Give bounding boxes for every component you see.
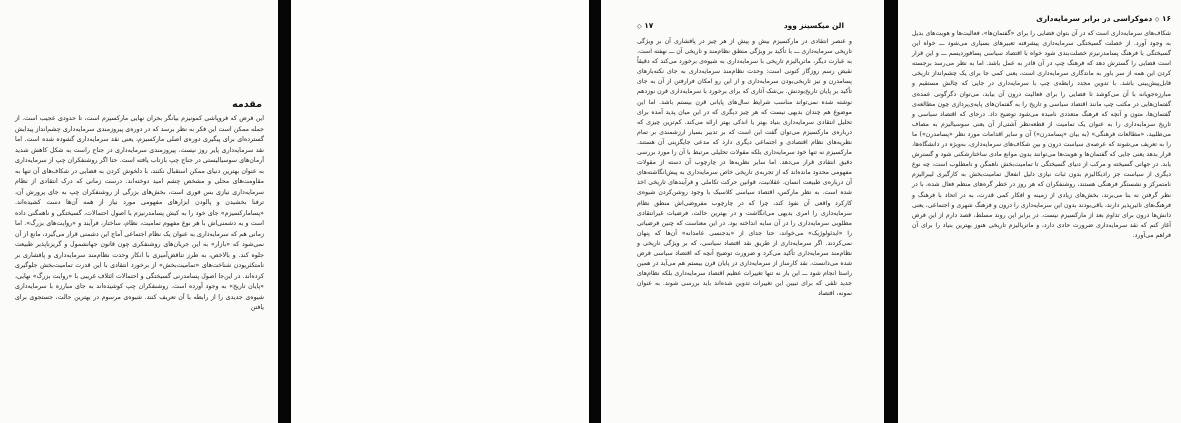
page-left: [0, 0, 278, 423]
diamond-ornament: ◇: [637, 23, 642, 30]
page-middle: [601, 0, 884, 423]
page-number-right: ۱۶ ◇ دموکراسی در برابر سرمایه‌داری: [1036, 14, 1171, 23]
page-body: این فرض که فروپاشی کمونیزم بیانگر بحران نهایی مارکسیزم است، تا حدودی عجیب است. از جمله ممکن است این فکر به نظر برسد که در دوره‌ی پیروزمندی سرمایه‌داری چشم‌انداز پیدایش گسترده‌ای برای پیگیری دوره‌ی اصلی مارکسیزم، یعنی نقد سرمایه‌داری گشوده شده است. اما نقد سرمایه‌داری پایر روز نیست. پیروزمندی سرمایه‌داری در جناح راست به شکل کاهش شدید آرمان‌های سوسیالیستی در جناح چپ بازتاب یافته است. حتا اگر روشنفکران چپ از سرمایه‌داری به عنوان بهترین دنیای ممکن استقبال نکنند، با دلخوش کردن به فضایی در شکاف‌های آن تنها به مقاومت‌های محلی و مشخص چشم امید دوخته‌اند. درست زمانی که درک انتقادی از نظام سرمایه‌داری نیازی بس فوری است، بخش‌های بزرگی از روشنفکران چپ به جای پرورش آن، ترفنا بخشیدن و پالودن ابزارهای مفهومی مورد نیاز از همه آن‌ها دست کشیده‌اند. «پسامارکسیزم» جای خود را به کیش پسامدرنیزم با اصول احتمالات، گسیختگی و ناهمگنی داده است و به دشمنی‌اش با هر نوع مفهوم تمامیت، نظام، ساختار، فرآیند و «روایت‌های بزرگ». اما زمانی هم که سرمایه‌داری به عنوان یک نظام اجتماعی آماج این دشمنی قرار می‌گیرد، مانع از آن نمی‌شود که «بازار» به این جریان‌های روشنفکری چون قانون جهانشمول و گریزناپذیر طبیعت جلوه کند. و بالاخص، به طرز تناقض‌آمیزی با انکار وحدت نظام‌مند سرمایه‌داری و پافشاری بر نامتکثریودن شناخت‌های «تمامیت‌بخش» از برخورد انتقادی با این قدرت تمامیت‌بخش جلوگیری کرده‌اند. در این‌جا اصول پسامدرنی گسیختگی و احتمالات ائتلاف غریبی با «روایت بزرگ» نهایی، «پایان تاریخ» به وجود آورده است. روشنفکران چپ کوشیده‌اند به جای مبارزه با سرمایه‌داری شیوه‌ی جدیدی را از رابطه با آن تعریف کنند. شیوه‌ی مرسوم در بهترین حالت، جستجوی برای یافتن: [15, 115, 264, 311]
page-body: و عنصر انتقادی در مارکسیزم بیش و پیش از هر چیز در پافشاری آن بر ویژگی تاریخی سرمایه‌داری ـــ با تأکید بر ویژگی منطق نظام‌مند و تاریخی آن ـــ نهفته است. به عبارت دیگر، ماتریالیزم تاریخی با سرمایه‌داری به شیوه‌ی برخورد می‌کند که دقیقاً نقیض رسم روزگار کنونی است: وحدت نظام‌مند سرمایه‌داری به جای نکته‌بارهای پسامدرن و نیز تاریخی‌بودن سرمایه‌داری و از این رو امکان فرارفتن از آن به جای تأکید بر پایان تاریخ‌بودنش. بی‌شک آثاری که برای برخورد با سرمایه‌داری قرن نوزدهم نوشته شده نمی‌تواند مناسب شرایط سال‌های پایانی قرن بیستم باشد. اما این موضوع هم چندان بدیهی نیست که هر چیز دیگری که در این میان پدید آمده برای تحلیل انتقادی سرمایه‌داری بنیاد بهتر یا اندکی بهتر ارائه می‌کند. کم‌ترین چیزی که درباره‌ی مارکسیزم می‌توان گفت این است که بر تدبیر بسیار ارزشمندی بر تمام نظریه‌های نظام اقتصادی و اجتماعی دیگری دارد که مدعی جایگزینی آن هستند. مارکسیزم نه تنها خود سرمایه‌داری بلکه مقولات تحلیلی مرتبط با آن را مورد بررسی دقیق انتقادی قرار می‌دهد. اما سایر نظریه‌ها در چارچوب آن دسته از مقولات مفهومی محدود مانده‌اند که از تجربه‌ی تاریخی خاص سرمایه‌داری به پیش‌انگاشته‌های آن درباره‌ی طبیعت انسان، عقلانیت، قوانین حرکت تکاملی و فرآیندهای تاریخی اخذ شده است. به نظر مارکس، اقتصاد سیاسی کلاسیک با وجود روشن‌کردن شیوه‌ی کارکرد واقعی آن نفوذ کند، چرا که در چارچوب مفروضی‌اش منطق نظام سرمایه‌داری را امری بدیهی می‌انگاشت و در بهترین حالت، فرضیات غیرانتقادی مطلوبی سرمایه‌داری را در آن سایه انداخته بود. در این معناست که چنین فرضیاتی را «ایدئولوژیک» می‌خواند، حتا جدای از «بدجنسی عامدانه» آن‌ها که پنهان نمی‌کردند. اگر سرمایه‌داری از طریق نقد اقتصاد سیاسی، که بر ویژگی تاریخی و نظام‌مند سرمایه‌داری تأکید می‌کرد و ضرورت توضیح آنچه که اقتصاد سیاسی فرض شده می‌دانست. نقد کارساز از سرمایه‌داری در پایان قرن بیستم هم می‌آید در همین راستا انجام شود ـــ این بار نه تنها تغییرات عظیم اقتصاد سرمایه‌داری بلکه نظام‌های جدید تلقی که برای تبیین این تغییرات تدوین شده‌اند باید بررسی شوند. به عنوان نمونه، اقتصاد: [637, 38, 852, 298]
page-body: شکاف‌های سرمایه‌داری است که در آن بتوان فضایی را برای «گفتمان‌ها»، فعالیت‌ها و هویت‌های بدیل به وجود آورد. از خصلت گسیختگی سرمایه‌داری پیشرفته تعبیرهای بسیاری می‌شود ـــ خواه این گسیختگی با فرهنگ پسامدرنیزم خصلت‌بندی شود خواه با اقتصاد سیاسی پسافوردیسم ـــ و این قرار است فضایی را گسترش دهد که فرهنگ چپ در آن قادر به عمل باشد. اما به نظر می‌رسد برجسته کردن این همه از سر باور به ماندگاری سرمایه‌داری است، یعنی کمی جا برای یک چشم‌انداز تاریخی قابل‌پیش‌بینی باشد. با تدوین مجدد رابطه‌ی چپ با سرمایه‌داری در جایی که چالش مستقیم و مبارزه‌جویانه با آن می‌کوشد تا فضایی را برای فعالیت درون آن بیابد، می‌توان دگرگونی عمده‌ی گفتمان‌هایی در مکتب چپ مانند اقتصاد سیاسی و تاریخ را به گفتمان‌های پایه‌ی‌پردازی چون مطالعه‌ی گفتمان‌ها، متون و آنچه که فرهنگ متعددی نامیده می‌شود توضیح داد. درجای که اقتصاد سیاسی و تاریخ سرمایه‌داری را به عنوان یک تمامیت از قطعه‌نظر آشتی‌از آن یعنی سوسیالیزم به مصاف می‌طلبید، «مطالعات فرهنگی» (به بیان «پسامدرن») آن و سایر اقدامات مورد نظر «پسامدرن») ما را به تعریف می‌شوند که عرصه‌ی سیاست درون و بین شکاف‌های سرمایه‌داری، به‌ویژه در دانشگاه‌ها، قرار بدهد یعنی جایی که گفتمان‌ها و هویت‌ها می‌توانند بدون موانع مادی ساختارشکنی شود و گسترش یابد. در جهانی گسیخته و مرکب از دنیای گسیختگی تا تمامیت‌بخش ناهمگن و نامطلوب است، چه نوع دیگری از سیاست جز رادیکالیزم بدون ثبات نیازی دلیل انفعال تمامیت‌بخش به کارگیری لیبرالیزم نامتمرکز و نشستگر فرهنگی هستند، روشنفکران که هر روز در خطر گره‌های منظم فعال شده، با در نظر گرفتن نه بنا می‌برند، بخش‌های زیادی از زمینه و افکار کمی قدرت، به در اتحاد با فرهنگ و فرهنگ‌های تاثیرپذیر دارند، باقی‌بودند بدون این سرمایه‌داری را درون و فرهنگ شهری و اجتماعی، یعنی دانش‌ها درون برای تداوم بعد از مارکسیزم نیست. در برابر این روند مسلط، قصد دارم از این فرض آغاز کنم که نقد سرمایه‌داری ضرورت حادی دارد، و ماتریالیزم تاریخی هنوز بهترین بنیاد را برای آن فراهم می‌آورد.: [912, 30, 1171, 239]
running-header-right: الن میکسینز وود: [783, 21, 844, 30]
gutter: [278, 0, 291, 423]
gutter: [589, 0, 601, 423]
page-right: [898, 0, 1181, 423]
page-blank: [291, 0, 589, 423]
page-heading: مقدمه: [232, 99, 262, 110]
page-number-left: ۱۷ ◇: [637, 21, 654, 30]
gutter: [884, 0, 898, 423]
diamond-ornament: ◇: [1154, 16, 1160, 23]
